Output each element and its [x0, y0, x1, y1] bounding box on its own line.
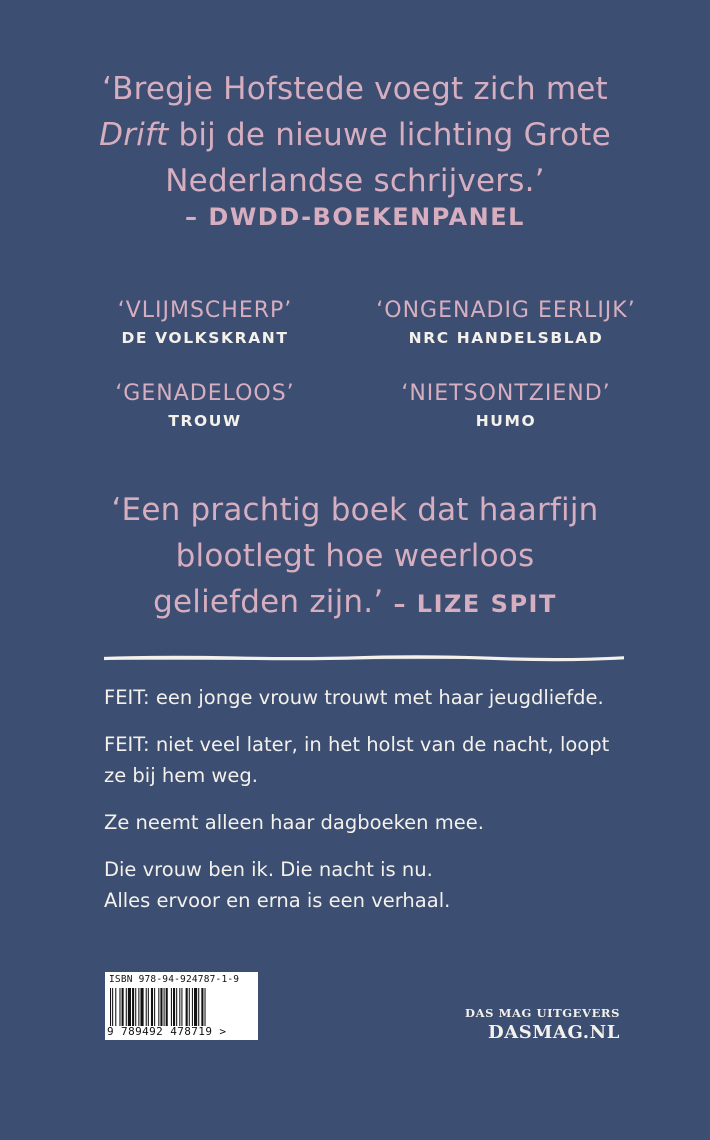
praise-source: NRC HANDELSBLAD [408, 329, 604, 347]
barcode-bars-icon [109, 988, 254, 1026]
blurb-paragraph [104, 729, 664, 791]
blurb-line: Die vrouw ben ik. Die nacht is nu. [104, 858, 433, 881]
isbn-label: ISBN 978-94-924787-1-9 [109, 974, 240, 985]
quote-source-dwdd: – DWDD-BOEKENPANEL [185, 203, 525, 231]
quote-line: blootlegt hoe weerloos [175, 538, 535, 574]
blurb-paragraph: Ze neemt alleen haar dagboeken mee. [104, 811, 484, 834]
quote-line: ‘Bregje Hofstede voegt zich met [102, 71, 608, 107]
blurb-line: ze bij hem weg. [104, 764, 258, 787]
book-title-italic: Drift [99, 117, 169, 153]
quote-source-lize-spit: – LIZE SPIT [393, 590, 557, 618]
quote-line-text: geliefden zijn.’ [153, 584, 394, 620]
praise-item [55, 380, 355, 430]
publisher-name: DAS MAG UITGEVERS [465, 1006, 620, 1020]
praise-word: ‘NIETSONTZIEND’ [401, 381, 611, 406]
blurb-paragraph: FEIT: een jonge vrouw trouwt met haar jeugdliefde. [104, 686, 604, 709]
isbn-barcode [105, 972, 258, 1040]
blurb-text [104, 682, 664, 932]
praise-word: ‘VLIJMSCHERP’ [117, 298, 293, 323]
review-quote-dwdd [40, 66, 670, 204]
quote-line [40, 112, 670, 158]
praise-word: ‘ONGENADIG EERLIJK’ [376, 298, 636, 323]
brush-divider [104, 654, 624, 662]
praise-item [356, 297, 656, 347]
praise-word: ‘GENADELOOS’ [115, 381, 295, 406]
blurb-line: FEIT: niet veel later, in het holst van de nacht, loopt [104, 733, 610, 756]
blurb-line: Alles ervoor en erna is een verhaal. [104, 889, 451, 912]
quote-line: ‘Een prachtig boek dat haarfijn [111, 492, 599, 528]
blurb-paragraph [104, 854, 664, 916]
quote-line [40, 579, 670, 627]
praise-source: TROUW [168, 412, 242, 430]
praise-source: DE VOLKSKRANT [121, 329, 289, 347]
quote-line: Nederlandse schrijvers.’ [165, 163, 545, 199]
quote-line-rest: bij de nieuwe lichting Grote [168, 117, 611, 153]
praise-item [55, 297, 355, 347]
publisher-block [465, 1006, 620, 1043]
barcode-digits: 9 789492 478719 > [107, 1025, 227, 1038]
praise-item [356, 380, 656, 430]
praise-source: HUMO [475, 412, 537, 430]
publisher-url: DASMAG.NL [488, 1022, 620, 1043]
review-quote-lize-spit [40, 487, 670, 627]
